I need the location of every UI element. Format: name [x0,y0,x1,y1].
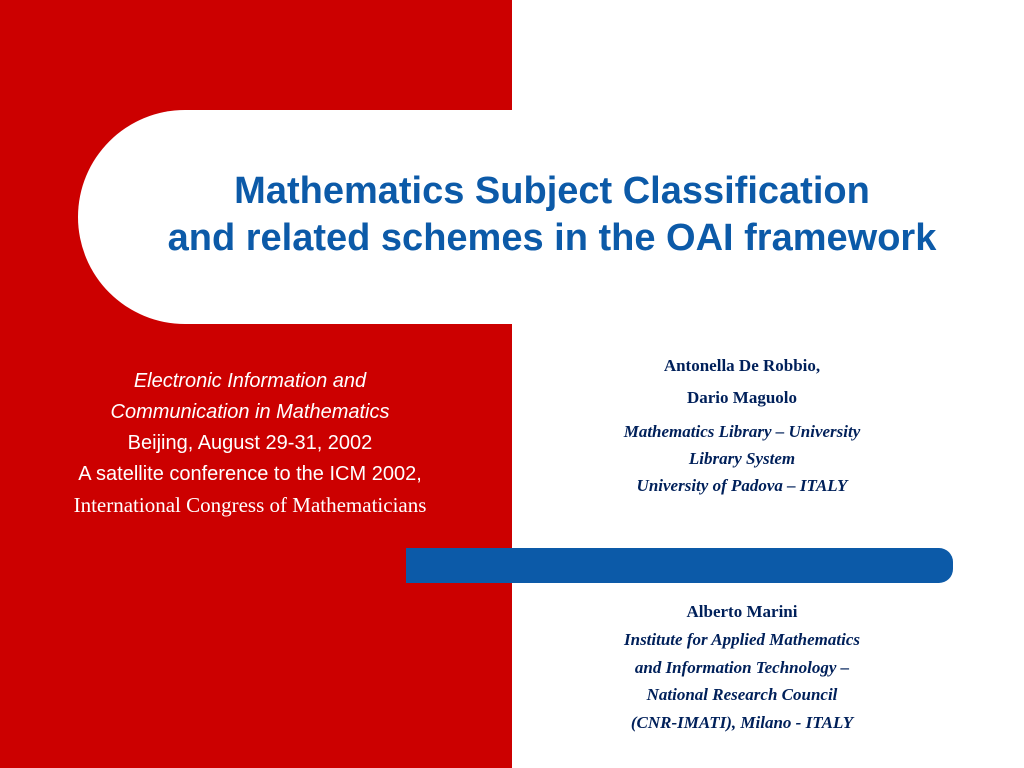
affiliation-1-line-1: Mathematics Library – University [623,422,861,441]
affiliation-2-line-4: (CNR-IMATI), Milano - ITALY [630,712,854,732]
conference-name-line-2: Communication in Mathematics [110,401,390,423]
affiliation-2-line-3: National Research Council [646,685,838,704]
conference-location-date: Beijing, August 29-31, 2002 [127,432,373,454]
affiliation-2-line-2: and Information Technology – [634,657,850,677]
authors-group-1 [560,350,924,499]
affiliation-1-line-2: Library System [688,449,796,468]
affiliation-1-line-3: University of Padova – ITALY [636,476,848,495]
affiliation-1 [560,418,924,499]
authors-group-2 [548,598,936,736]
author-name-3: Alberto Marini [686,602,798,621]
author-name-2: Dario Maguolo [686,388,798,407]
author-name-1: Antonella De Robbio, [663,356,821,375]
affiliation-2-line-1: Institute for Applied Mathematics [624,630,860,649]
title-line-2: and related schemes in the OAI framework [167,217,937,259]
conference-icm-name: International Congress of Mathematicians [73,493,427,517]
conference-info [0,366,500,521]
conference-satellite-note: A satellite conference to the ICM 2002, [78,463,422,485]
slide-title [80,168,1024,262]
conference-name-line-1: Electronic Information and [133,370,367,392]
blue-divider-bar [406,548,953,583]
title-line-1: Mathematics Subject Classification [234,170,870,212]
